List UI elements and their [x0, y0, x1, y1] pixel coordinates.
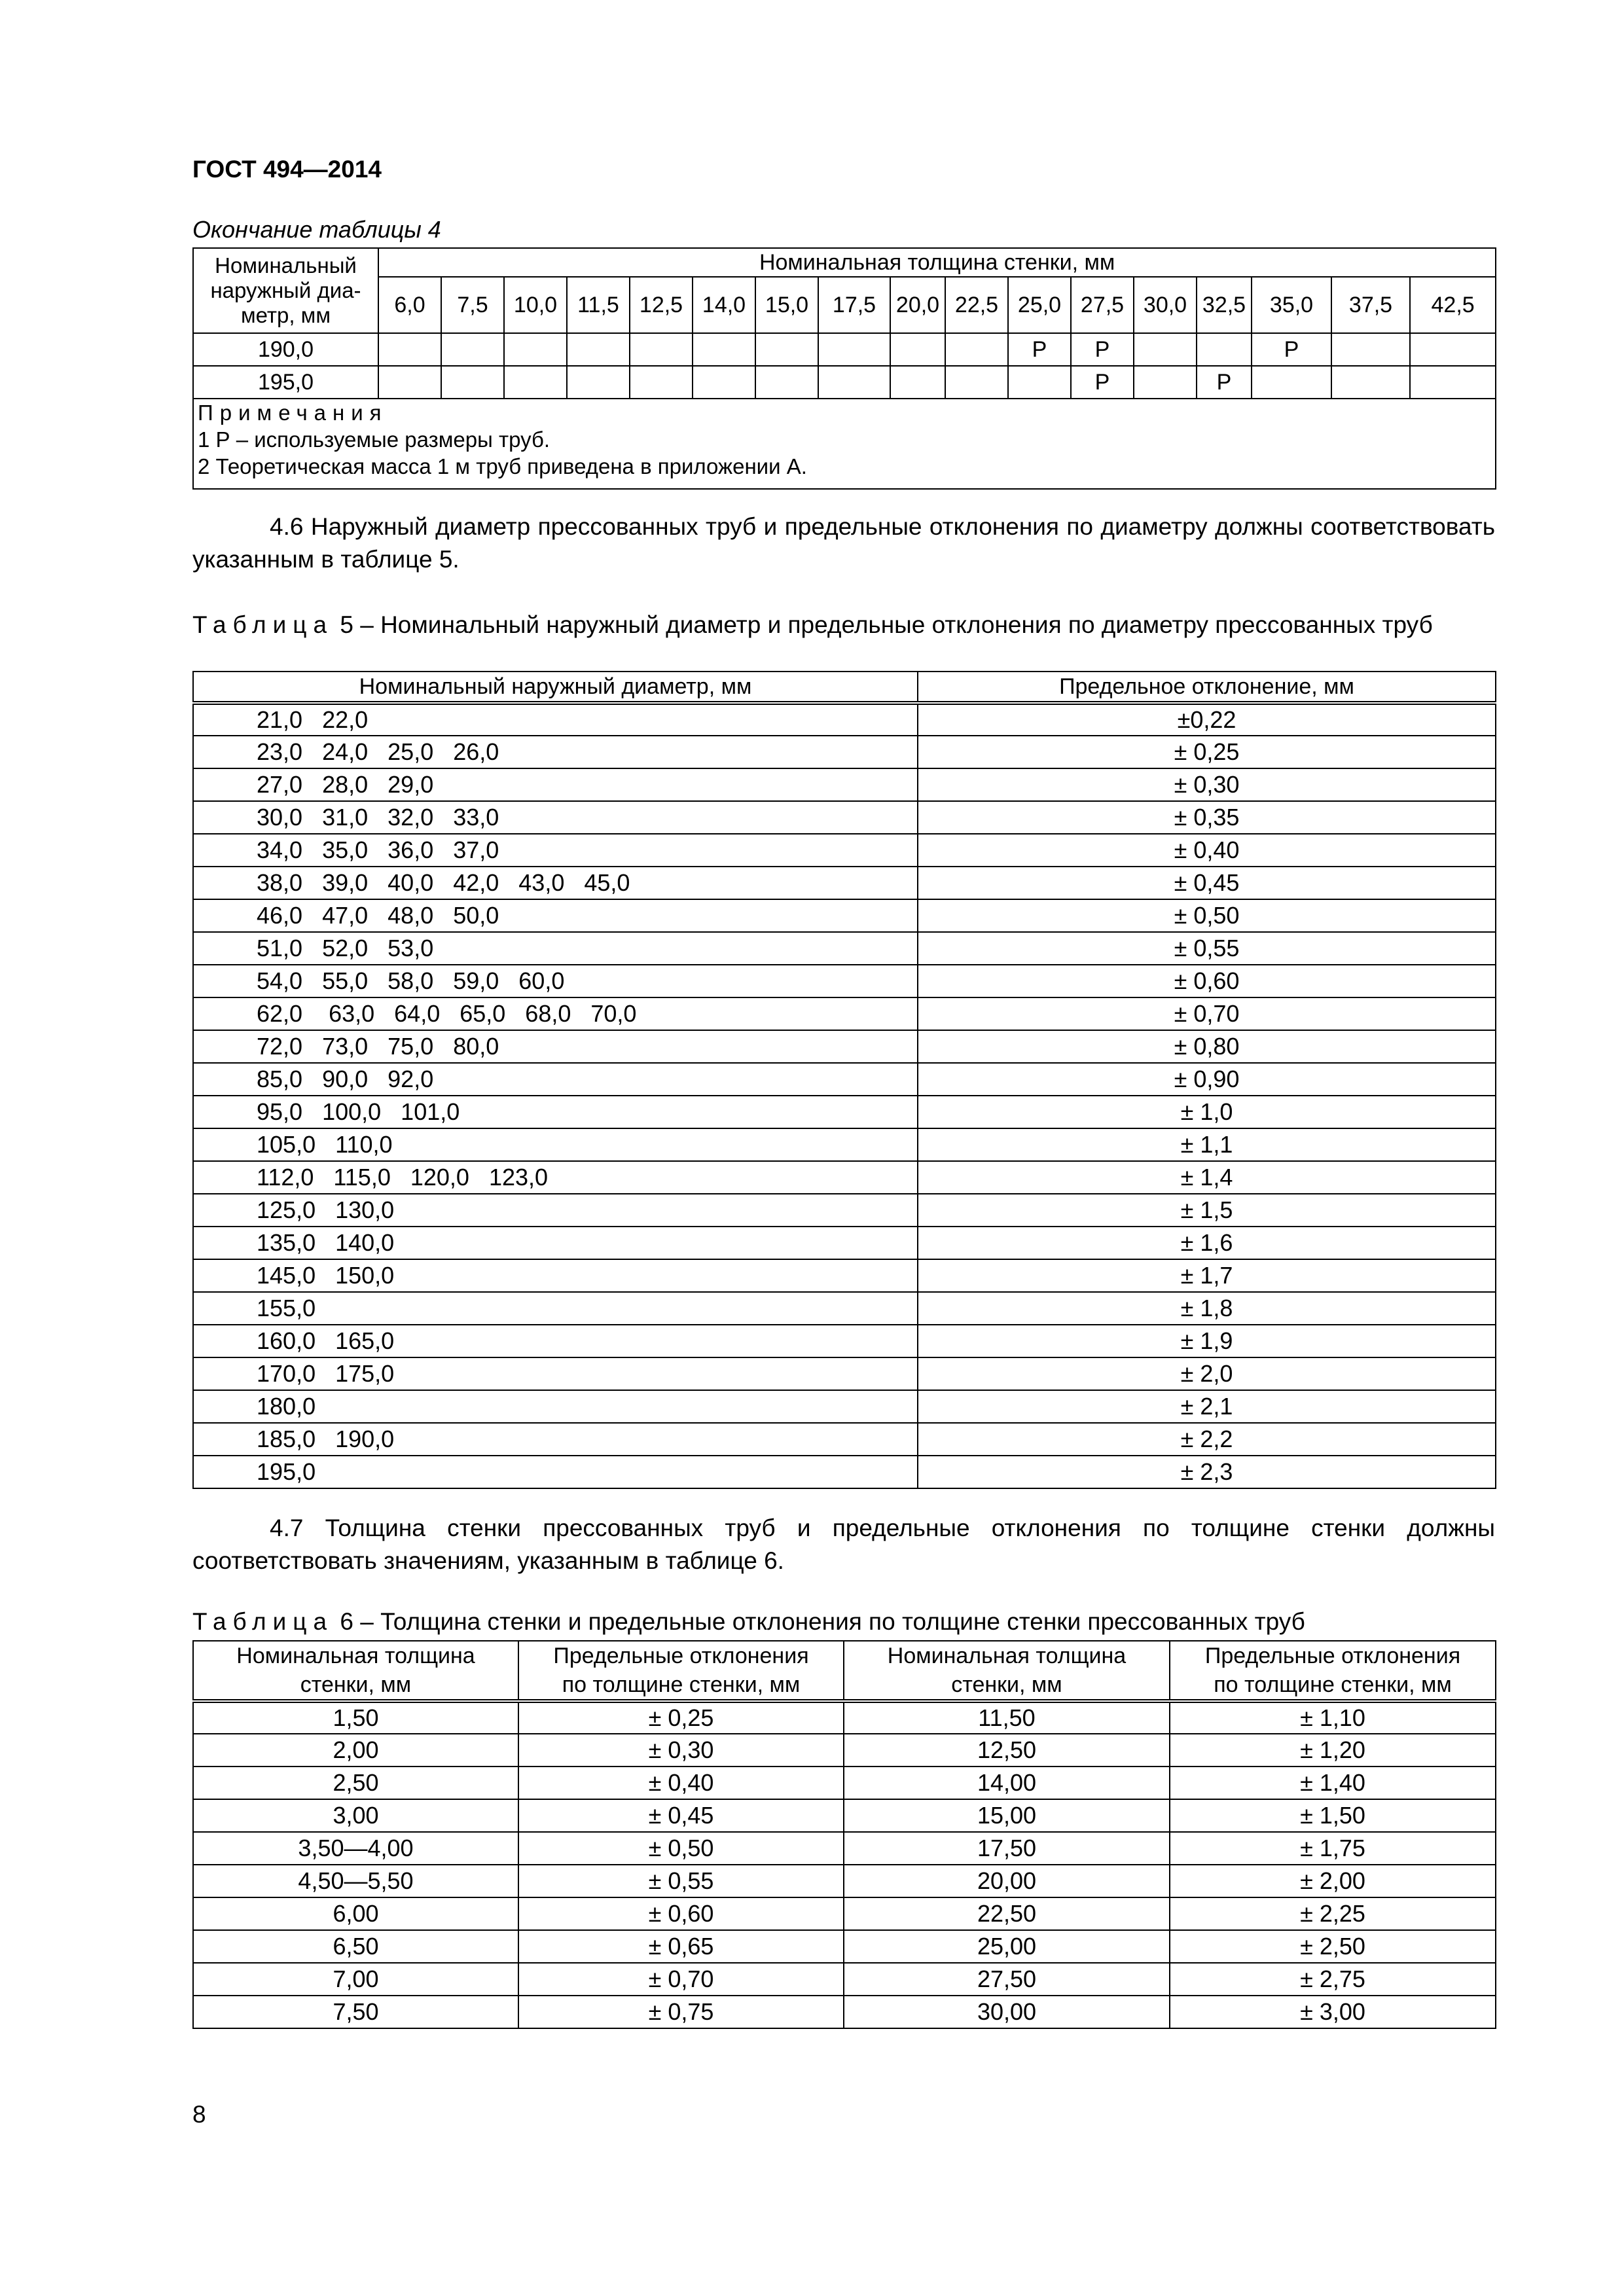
t5-deviation-cell: ± 1,1: [918, 1128, 1496, 1161]
t5-diameter-cell: 72,0 73,0 75,0 80,0: [193, 1030, 918, 1063]
t4-thickness-header: 7,5: [441, 277, 504, 333]
t4-thickness-header: 42,5: [1410, 277, 1496, 333]
t6-thickness-cell: 12,50: [844, 1734, 1170, 1767]
t5-diameter-cell: 38,0 39,0 40,0 42,0 43,0 45,0: [193, 867, 918, 899]
t4-thickness-header: 6,0: [378, 277, 441, 333]
table-row: [193, 1063, 1496, 1096]
table-row: [193, 1897, 1496, 1930]
paragraph-4-6-text: 4.6 Наружный диаметр прессованных труб и предельные отклонения по диаметру должны соответствовать указанным в таблице 5.: [192, 513, 1495, 573]
table-row: [193, 1161, 1496, 1194]
t5-deviation-cell: ± 2,2: [918, 1423, 1496, 1456]
t4-thickness-header: 10,0: [504, 277, 567, 333]
t4-col1-line3: метр, мм: [240, 303, 331, 327]
t4-thickness-header: 11,5: [567, 277, 630, 333]
t6-thickness-cell: 2,00: [193, 1734, 518, 1767]
table-row: [193, 932, 1496, 965]
paragraph-4-6: [192, 511, 1495, 576]
t6-header-deviation-1: [518, 1641, 844, 1701]
t6-deviation-cell: ± 2,50: [1170, 1930, 1496, 1963]
t6-thickness-cell: 4,50—5,50: [193, 1865, 518, 1897]
t6-deviation-cell: ± 1,10: [1170, 1701, 1496, 1734]
t4-size-cell: [755, 366, 818, 399]
t5-deviation-cell: ± 0,40: [918, 834, 1496, 867]
t4-size-cell: [504, 333, 567, 366]
t6-thickness-cell: 7,50: [193, 1996, 518, 2028]
t4-thickness-header: 17,5: [818, 277, 890, 333]
table-row: [193, 1963, 1496, 1996]
paragraph-4-7: [192, 1512, 1495, 1577]
t5-diameter-cell: 180,0: [193, 1390, 918, 1423]
table-row: [193, 1128, 1496, 1161]
t5-header-deviation: Предельное отклонение, мм: [918, 672, 1496, 703]
t5-deviation-cell: ± 0,30: [918, 768, 1496, 801]
t5-diameter-cell: 125,0 130,0: [193, 1194, 918, 1227]
table-row: [193, 1292, 1496, 1325]
t4-thickness-header: 12,5: [630, 277, 693, 333]
t5-diameter-cell: 54,0 55,0 58,0 59,0 60,0: [193, 965, 918, 997]
table-row: [193, 997, 1496, 1030]
t4-thickness-header: 20,0: [890, 277, 945, 333]
t6-header-thickness-2: [844, 1641, 1170, 1701]
t4-size-cell: [1331, 366, 1410, 399]
t4-size-cell: [567, 366, 630, 399]
t4-diameter-cell: 195,0: [193, 366, 378, 399]
t5-deviation-cell: ± 2,1: [918, 1390, 1496, 1423]
t5-diameter-cell: 112,0 115,0 120,0 123,0: [193, 1161, 918, 1194]
t5-deviation-cell: ± 0,45: [918, 867, 1496, 899]
t5-diameter-cell: 160,0 165,0: [193, 1325, 918, 1357]
t4-size-cell: [567, 333, 630, 366]
t5-deviation-cell: ± 0,55: [918, 932, 1496, 965]
t5-diameter-cell: 95,0 100,0 101,0: [193, 1096, 918, 1128]
t4-thickness-header: 25,0: [1008, 277, 1071, 333]
table-row: [193, 1357, 1496, 1390]
t4-size-cell: [755, 333, 818, 366]
table-row: [193, 801, 1496, 834]
t6-thickness-cell: 17,50: [844, 1832, 1170, 1865]
t5-deviation-cell: ± 0,80: [918, 1030, 1496, 1063]
t4-size-cell: [1410, 366, 1496, 399]
table-row: [193, 1930, 1496, 1963]
table4: [192, 247, 1496, 490]
t4-diameter-cell: 190,0: [193, 333, 378, 366]
t5-diameter-cell: 30,0 31,0 32,0 33,0: [193, 801, 918, 834]
t5-diameter-cell: 195,0: [193, 1456, 918, 1488]
table-row: [193, 899, 1496, 932]
table-row: [193, 1030, 1496, 1063]
t5-deviation-cell: ± 1,4: [918, 1161, 1496, 1194]
t4-size-cell: [890, 333, 945, 366]
t5-diameter-cell: 51,0 52,0 53,0: [193, 932, 918, 965]
t6-deviation-cell: ± 1,20: [1170, 1734, 1496, 1767]
t6-thickness-cell: 11,50: [844, 1701, 1170, 1734]
table5: [192, 671, 1496, 1489]
t4-col1-header: [193, 248, 378, 333]
t4-thickness-header: 30,0: [1134, 277, 1197, 333]
page-number: 8: [192, 2101, 206, 2128]
t6-thickness-cell: 15,00: [844, 1799, 1170, 1832]
t6-header-deviation-2: [1170, 1641, 1496, 1701]
t4-thickness-header: 32,5: [1197, 277, 1252, 333]
t5-deviation-cell: ± 0,60: [918, 965, 1496, 997]
t4-size-cell: [1134, 333, 1197, 366]
table-row: [193, 1325, 1496, 1357]
table-row: [193, 965, 1496, 997]
t4-note-2: 2 Теоретическая масса 1 м труб приведена в приложении А.: [198, 454, 807, 478]
t4-group-header: Номинальная толщина стенки, мм: [378, 248, 1496, 277]
table-row: [193, 1096, 1496, 1128]
table5-caption: [192, 610, 1495, 640]
t6-deviation-cell: ± 0,45: [518, 1799, 844, 1832]
t5-deviation-cell: ± 1,0: [918, 1096, 1496, 1128]
t4-size-cell: [441, 333, 504, 366]
t4-size-cell: [818, 333, 890, 366]
t5-deviation-cell: ± 0,70: [918, 997, 1496, 1030]
t6-deviation-cell: ± 2,25: [1170, 1897, 1496, 1930]
t6-deviation-cell: ± 1,40: [1170, 1767, 1496, 1799]
table6-caption: [192, 1607, 1495, 1637]
t6-deviation-cell: ± 3,00: [1170, 1996, 1496, 2028]
t4-size-cell: [504, 366, 567, 399]
t6-deviation-cell: ± 0,75: [518, 1996, 844, 2028]
table-row: [193, 768, 1496, 801]
table-row: [193, 1865, 1496, 1897]
t5-deviation-cell: ± 1,6: [918, 1227, 1496, 1259]
table4-continuation-caption: Окончание таблицы 4: [192, 216, 441, 243]
table-row: [193, 1996, 1496, 2028]
table-row: [193, 366, 1496, 399]
t5-deviation-cell: ± 0,50: [918, 899, 1496, 932]
t4-size-cell: [630, 366, 693, 399]
t6-thickness-cell: 7,00: [193, 1963, 518, 1996]
t5-diameter-cell: 46,0 47,0 48,0 50,0: [193, 899, 918, 932]
t4-col1-line2: наружный диа-: [210, 278, 361, 302]
t5-diameter-cell: 34,0 35,0 36,0 37,0: [193, 834, 918, 867]
t5-deviation-cell: ±0,22: [918, 703, 1496, 736]
table-row: [193, 867, 1496, 899]
t4-size-cell: [693, 333, 755, 366]
t4-thickness-header: 35,0: [1252, 277, 1331, 333]
table-row: [193, 703, 1496, 736]
t4-size-cell: [441, 366, 504, 399]
table-row: [193, 1259, 1496, 1292]
table5-label: Таблица: [192, 611, 334, 638]
table-row: [193, 1832, 1496, 1865]
t6-deviation-cell: ± 0,30: [518, 1734, 844, 1767]
t4-size-cell: [1134, 366, 1197, 399]
t4-thickness-header: 37,5: [1331, 277, 1410, 333]
t4-notes-title: Примечания: [198, 401, 388, 425]
t5-deviation-cell: ± 1,5: [918, 1194, 1496, 1227]
t5-diameter-cell: 135,0 140,0: [193, 1227, 918, 1259]
t5-diameter-cell: 62,0 63,0 64,0 65,0 68,0 70,0: [193, 997, 918, 1030]
t6-thickness-cell: 22,50: [844, 1897, 1170, 1930]
table-row: [193, 736, 1496, 768]
table-row: [193, 333, 1496, 366]
t6-deviation-cell: ± 0,70: [518, 1963, 844, 1996]
table-row: [193, 1701, 1496, 1734]
table5-caption-text: 5 – Номинальный наружный диаметр и предельные отклонения по диаметру прессованных труб: [340, 611, 1433, 638]
t4-thickness-header: 22,5: [945, 277, 1008, 333]
t4-note-1: 1 Р – используемые размеры труб.: [198, 427, 550, 452]
t4-size-cell: [818, 366, 890, 399]
t4-thickness-header: 14,0: [693, 277, 755, 333]
paragraph-4-7-text: 4.7 Толщина стенки прессованных труб и предельные отклонения по толщине стенки должны соответствовать значениям, указанным в таблице 6.: [192, 1515, 1495, 1574]
table-row: [193, 1423, 1496, 1456]
t5-diameter-cell: 85,0 90,0 92,0: [193, 1063, 918, 1096]
t6-thickness-cell: 2,50: [193, 1767, 518, 1799]
t4-size-cell: Р: [1071, 366, 1134, 399]
t4-thickness-header: 27,5: [1071, 277, 1134, 333]
t6-h2-line1: Предельные отклонения: [553, 1643, 809, 1668]
t6-header-thickness-1: [193, 1641, 518, 1701]
table-row: [193, 1767, 1496, 1799]
t5-diameter-cell: 145,0 150,0: [193, 1259, 918, 1292]
t6-deviation-cell: ± 2,00: [1170, 1865, 1496, 1897]
t5-diameter-cell: 170,0 175,0: [193, 1357, 918, 1390]
table6-label: Таблица: [192, 1608, 334, 1635]
t6-deviation-cell: ± 0,40: [518, 1767, 844, 1799]
t5-diameter-cell: 27,0 28,0 29,0: [193, 768, 918, 801]
table6: [192, 1640, 1496, 2029]
t6-thickness-cell: 6,50: [193, 1930, 518, 1963]
t4-notes: [193, 399, 1496, 489]
t6-h1-line2: стенки, мм: [300, 1672, 412, 1697]
t4-size-cell: Р: [1071, 333, 1134, 366]
t6-deviation-cell: ± 0,55: [518, 1865, 844, 1897]
t6-h3-line1: Номинальная толщина: [887, 1643, 1127, 1668]
t5-deviation-cell: ± 0,35: [918, 801, 1496, 834]
t6-thickness-cell: 14,00: [844, 1767, 1170, 1799]
t6-thickness-cell: 3,50—4,00: [193, 1832, 518, 1865]
table-row: [193, 834, 1496, 867]
t6-deviation-cell: ± 0,50: [518, 1832, 844, 1865]
table-row: [193, 1799, 1496, 1832]
t5-deviation-cell: ± 2,0: [918, 1357, 1496, 1390]
table6-caption-text: 6 – Толщина стенки и предельные отклонения по толщине стенки прессованных труб: [340, 1608, 1305, 1635]
t5-deviation-cell: ± 2,3: [918, 1456, 1496, 1488]
t6-h2-line2: по толщине стенки, мм: [562, 1672, 801, 1697]
t4-size-cell: [630, 333, 693, 366]
t4-size-cell: [378, 333, 441, 366]
t5-diameter-cell: 23,0 24,0 25,0 26,0: [193, 736, 918, 768]
t5-diameter-cell: 105,0 110,0: [193, 1128, 918, 1161]
t6-h1-line1: Номинальная толщина: [236, 1643, 475, 1668]
t4-size-cell: [1008, 366, 1071, 399]
table-row: [193, 1734, 1496, 1767]
t6-deviation-cell: ± 1,50: [1170, 1799, 1496, 1832]
document-header: ГОСТ 494—2014: [192, 156, 382, 183]
t4-size-cell: [945, 333, 1008, 366]
t6-h4-line1: Предельные отклонения: [1204, 1643, 1461, 1668]
t6-deviation-cell: ± 2,75: [1170, 1963, 1496, 1996]
t5-deviation-cell: ± 0,25: [918, 736, 1496, 768]
t4-thickness-header: 15,0: [755, 277, 818, 333]
t6-h4-line2: по толщине стенки, мм: [1214, 1672, 1452, 1697]
t4-size-cell: [890, 366, 945, 399]
t5-diameter-cell: 21,0 22,0: [193, 703, 918, 736]
t6-deviation-cell: ± 0,60: [518, 1897, 844, 1930]
t6-thickness-cell: 1,50: [193, 1701, 518, 1734]
t5-diameter-cell: 155,0: [193, 1292, 918, 1325]
t6-h3-line2: стенки, мм: [951, 1672, 1062, 1697]
t6-thickness-cell: 25,00: [844, 1930, 1170, 1963]
t4-size-cell: [945, 366, 1008, 399]
t5-header-diameter: Номинальный наружный диаметр, мм: [193, 672, 918, 703]
t4-size-cell: Р: [1008, 333, 1071, 366]
table-row: [193, 1227, 1496, 1259]
t6-thickness-cell: 6,00: [193, 1897, 518, 1930]
t6-deviation-cell: ± 0,25: [518, 1701, 844, 1734]
t6-thickness-cell: 27,50: [844, 1963, 1170, 1996]
t4-size-cell: [1252, 366, 1331, 399]
t4-size-cell: [1331, 333, 1410, 366]
t4-col1-line1: Номинальный: [215, 253, 357, 278]
t4-size-cell: [693, 366, 755, 399]
t4-size-cell: [378, 366, 441, 399]
t6-thickness-cell: 20,00: [844, 1865, 1170, 1897]
t4-size-cell: [1410, 333, 1496, 366]
t5-deviation-cell: ± 1,9: [918, 1325, 1496, 1357]
t5-diameter-cell: 185,0 190,0: [193, 1423, 918, 1456]
t5-deviation-cell: ± 0,90: [918, 1063, 1496, 1096]
t4-size-cell: Р: [1252, 333, 1331, 366]
t6-deviation-cell: ± 0,65: [518, 1930, 844, 1963]
t4-size-cell: [1197, 333, 1252, 366]
table-row: [193, 1456, 1496, 1488]
t4-size-cell: Р: [1197, 366, 1252, 399]
table-row: [193, 1194, 1496, 1227]
table-row: [193, 1390, 1496, 1423]
t5-deviation-cell: ± 1,7: [918, 1259, 1496, 1292]
t6-thickness-cell: 30,00: [844, 1996, 1170, 2028]
t5-deviation-cell: ± 1,8: [918, 1292, 1496, 1325]
t6-deviation-cell: ± 1,75: [1170, 1832, 1496, 1865]
t6-thickness-cell: 3,00: [193, 1799, 518, 1832]
